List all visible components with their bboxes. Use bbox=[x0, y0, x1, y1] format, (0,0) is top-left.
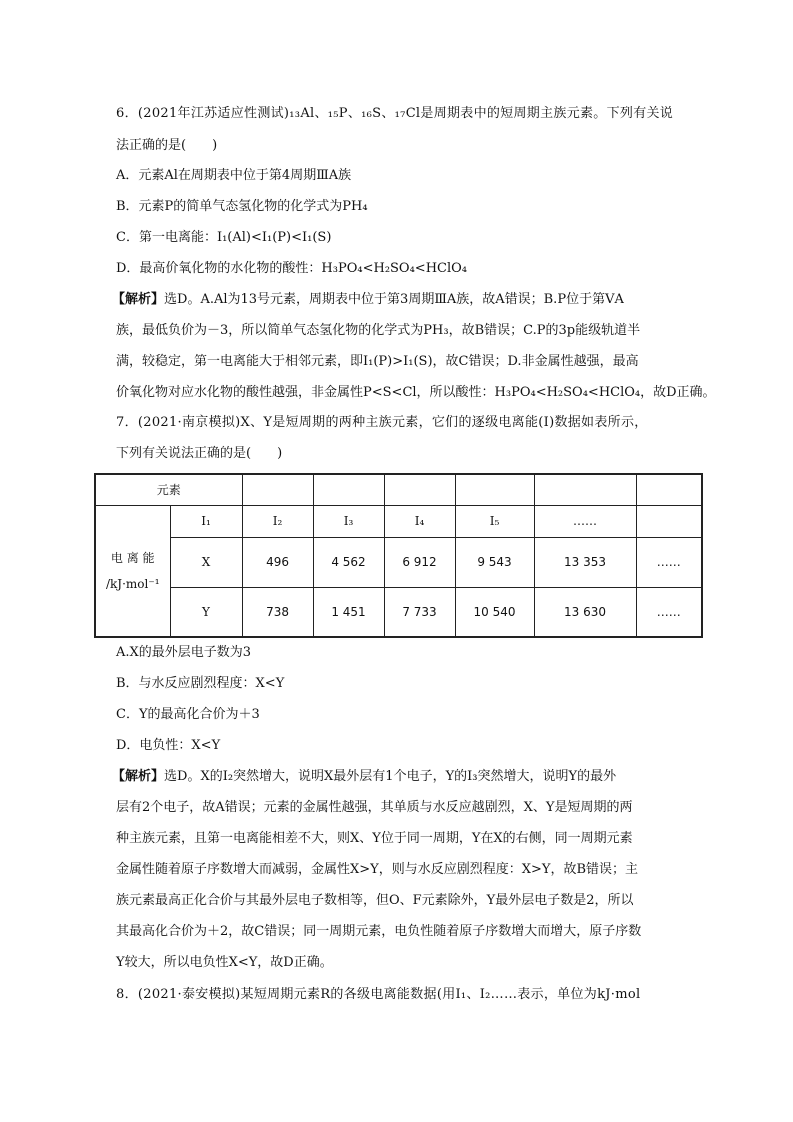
col-header: I₂ bbox=[242, 505, 313, 537]
q6-option-b: B．元素P的简单气态氢化物的化学式为PH₄ bbox=[116, 199, 368, 214]
row-element-x: X bbox=[170, 537, 242, 587]
table-header-element: 元素 bbox=[95, 474, 242, 505]
col-header-empty bbox=[636, 505, 702, 537]
q7-option-c: C．Y的最高化合价为＋3 bbox=[116, 707, 260, 722]
q7-stem-line1: 7．(2021·南京模拟)X、Y是短周期的两种主族元素，它们的逐级电离能(I)数据如表所示， bbox=[116, 415, 648, 430]
row-element-y: Y bbox=[170, 587, 242, 637]
table-cell: 13 630 bbox=[534, 587, 636, 637]
table-header-cell bbox=[242, 474, 313, 505]
table-cell: 10 540 bbox=[455, 587, 534, 637]
ionization-energy-table bbox=[94, 473, 703, 638]
q6-analysis-line2: 族，最低负价为－3，所以简单气态氢化物的化学式为PH₃，故B错误；C.P的3p能级轨道半 bbox=[116, 323, 641, 338]
table-cell: …… bbox=[636, 587, 702, 637]
q6-option-c: C．第一电离能：I₁(Al)<I₁(P)<I₁(S) bbox=[116, 230, 332, 245]
col-header: I₄ bbox=[384, 505, 455, 537]
table-cell: …… bbox=[636, 537, 702, 587]
table-header-cell bbox=[313, 474, 384, 505]
table-cell: 496 bbox=[242, 537, 313, 587]
table-header-cell bbox=[534, 474, 636, 505]
q7-analysis-line2: 层有2个电子，故A错误；元素的金属性越强，其单质与水反应越剧烈，X、Y是短周期的两 bbox=[116, 800, 633, 815]
q8-stem-line1: 8．(2021·泰安模拟)某短周期元素R的各级电离能数据(用I₁、I₂……表示，单位为kJ·mol bbox=[116, 987, 641, 1002]
analysis-text: 选D。A.Al为13号元素，周期表中位于第3周期ⅢA族，故A错误；B.P位于第ⅤA bbox=[164, 292, 624, 307]
q7-analysis-line5: 族元素最高正化合价与其最外层电子数相等，但O、F元素除外，Y最外层电子数是2，所以 bbox=[116, 893, 634, 908]
analysis-tag: 【解析】 bbox=[112, 769, 165, 784]
table-cell: 4 562 bbox=[313, 537, 384, 587]
table-header-cell bbox=[384, 474, 455, 505]
q7-analysis-line3: 种主族元素，且第一电离能相差不大，则X、Y位于同一周期，Y在X的右侧，同一周期元素 bbox=[116, 831, 633, 846]
col-header: I₁ bbox=[170, 505, 242, 537]
table-cell: 1 451 bbox=[313, 587, 384, 637]
q7-analysis-line4: 金属性随着原子序数增大而减弱，金属性X>Y，则与水反应剧烈程度：X>Y，故B错误；主 bbox=[116, 862, 639, 877]
q7-analysis-line1 bbox=[112, 767, 682, 787]
q7-analysis-line6: 其最高化合价为＋2，故C错误；同一周期元素，电负性随着原子序数增大而增大，原子序数 bbox=[116, 924, 642, 939]
q7-option-b: B．与水反应剧烈程度：X<Y bbox=[116, 676, 285, 691]
table-cell: 6 912 bbox=[384, 537, 455, 587]
table-row-label: 电 离 能 /kJ·mol⁻¹ bbox=[95, 505, 170, 637]
table-header-cell bbox=[636, 474, 702, 505]
table-cell: 13 353 bbox=[534, 537, 636, 587]
q7-option-a: A.X的最外层电子数为3 bbox=[116, 645, 252, 660]
q6-stem-line2: 法正确的是( ) bbox=[116, 138, 218, 153]
q6-analysis-line3: 满，较稳定，第一电离能大于相邻元素，即I₁(P)>I₁(S)，故C错误；D.非金属性越强，最高 bbox=[116, 354, 639, 369]
col-header: I₅ bbox=[455, 505, 534, 537]
analysis-text: 选D。X的I₂突然增大，说明X最外层有1个电子，Y的I₃突然增大，说明Y的最外 bbox=[164, 769, 617, 784]
q7-option-d: D．电负性：X<Y bbox=[116, 738, 221, 753]
table-cell: 9 543 bbox=[455, 537, 534, 587]
q6-stem-line1: 6．(2021年江苏适应性测试)₁₃Al、₁₅P、₁₆S、₁₇Cl是周期表中的短周期主族元素。下列有关说 bbox=[116, 106, 674, 121]
q7-analysis-line7: Y较大，所以电负性X<Y，故D正确。 bbox=[116, 955, 333, 970]
q6-analysis-line4: 价氧化物对应水化物的酸性越强，非金属性P<S<Cl，所以酸性：H₃PO₄<H₂SO₄<HClO₄，故D正确。 bbox=[116, 385, 716, 400]
table-cell: 7 733 bbox=[384, 587, 455, 637]
col-header: I₃ bbox=[313, 505, 384, 537]
table-cell: 738 bbox=[242, 587, 313, 637]
q6-option-a: A．元素Al在周期表中位于第4周期ⅢA族 bbox=[116, 168, 352, 183]
col-header: …… bbox=[534, 505, 636, 537]
q6-option-d: D．最高价氧化物的水化物的酸性：H₃PO₄<H₂SO₄<HClO₄ bbox=[116, 261, 468, 276]
q6-analysis-line1 bbox=[112, 290, 682, 310]
table-header-cell bbox=[455, 474, 534, 505]
q7-stem-line2: 下列有关说法正确的是( ) bbox=[116, 446, 283, 461]
analysis-tag: 【解析】 bbox=[112, 292, 165, 307]
